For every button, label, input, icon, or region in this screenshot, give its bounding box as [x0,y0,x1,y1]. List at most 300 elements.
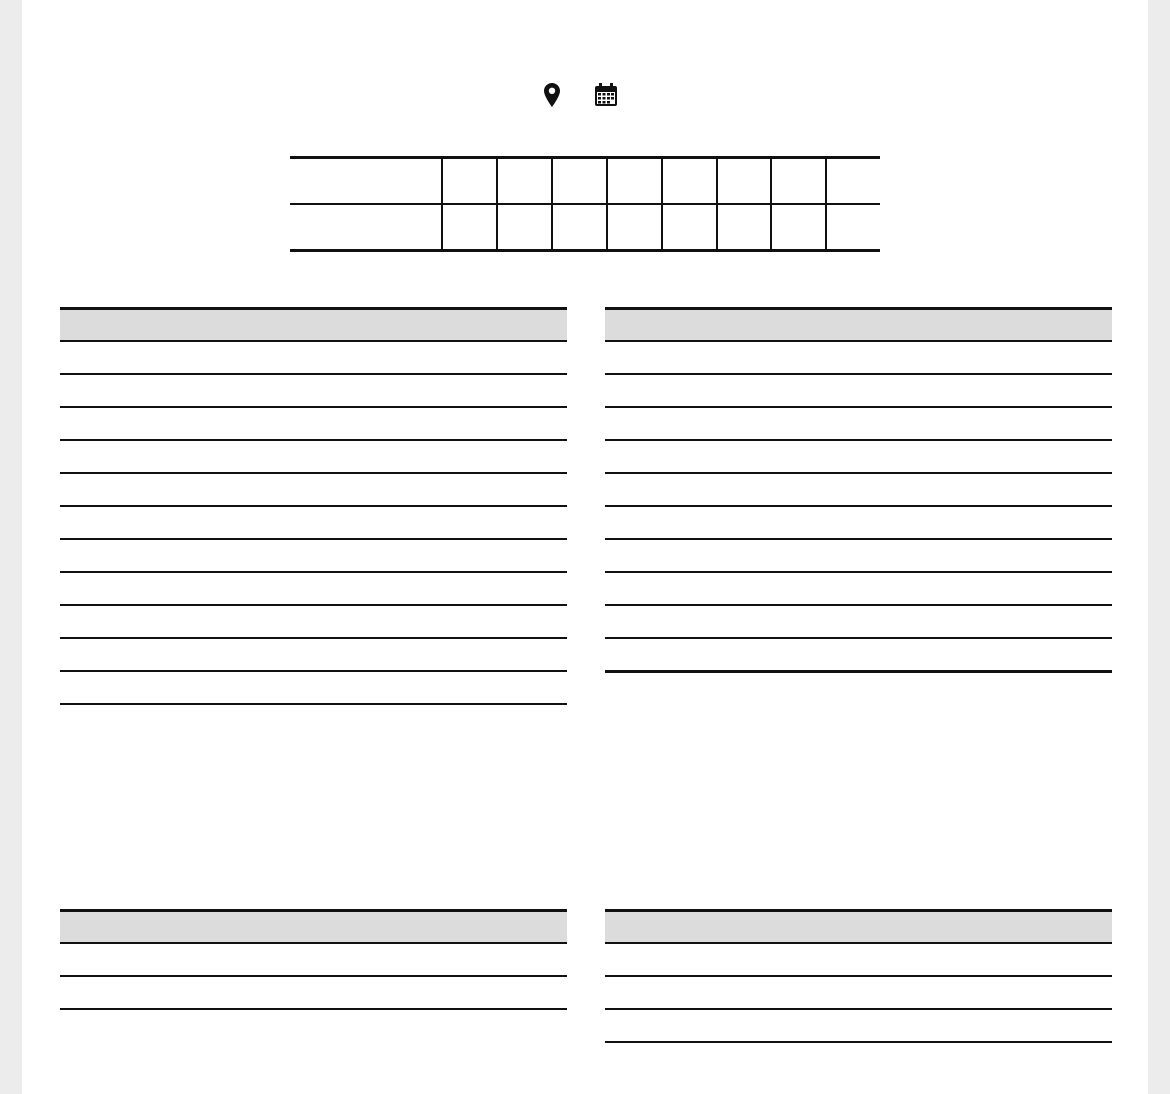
player-name [605,943,741,976]
player-row [60,943,567,976]
totals-cell [305,704,357,736]
stat-cell [358,605,410,638]
totals-cell [358,704,410,736]
player-name [605,407,798,440]
player-name [60,407,253,440]
stat-cell [462,605,514,638]
stat-cell [461,976,514,1009]
totals-label [60,704,253,736]
player-row [605,506,1112,539]
player-row [605,473,1112,506]
stat-cell [798,572,850,605]
line-score-row [290,203,880,249]
stat-cell [358,341,410,374]
stat-cell [741,1009,794,1042]
stat-cell [1059,943,1112,976]
stat-cell [305,506,357,539]
line-score-cell [716,205,771,249]
stat-cell [410,407,462,440]
stat-cell [249,943,302,976]
stat-cell [955,572,1007,605]
player-name [605,638,798,672]
stat-cell [253,506,305,539]
totals-label [605,672,798,705]
stat-cell [462,506,514,539]
stat-cell [903,440,955,473]
stat-cell [462,407,514,440]
player-name [60,976,196,1009]
player-name [60,506,253,539]
totals-cell [900,1042,953,1074]
player-row [605,638,1112,672]
totals-cell [515,704,567,736]
stat-cell [1060,638,1112,672]
stat-cell [305,374,357,407]
player-name [605,341,798,374]
stat-cell [305,539,357,572]
stat-cell [850,638,902,672]
stat-cell [955,407,1007,440]
stat-cell [515,506,567,539]
stat-cell [514,943,567,976]
stat-cell [798,638,850,672]
batting-table-home [60,307,567,736]
stat-cell [900,976,953,1009]
player-row [605,374,1112,407]
stat-cell [1007,407,1059,440]
stat-cell [305,473,357,506]
line-score-cell [661,159,716,203]
stat-cell [408,943,461,976]
stat-column-header [249,911,302,944]
player-row [60,671,567,704]
stat-cell [355,976,408,1009]
player-name [60,539,253,572]
line-score-table [290,156,880,252]
stat-cell [410,506,462,539]
stat-cell [410,539,462,572]
stat-column-header [408,911,461,944]
totals-label [605,1042,741,1074]
stat-cell [358,374,410,407]
totals-cell [794,1042,847,1074]
player-row [60,605,567,638]
totals-cell [850,672,902,705]
totals-cell [462,704,514,736]
player-row [60,506,567,539]
line-score-cell [606,159,661,203]
totals-row [605,1042,1112,1074]
stat-cell [850,572,902,605]
totals-row [60,704,567,736]
stat-header-row [605,911,1112,944]
stat-column-header [953,911,1006,944]
stat-cell [462,341,514,374]
stat-cell [900,1009,953,1042]
player-row [605,572,1112,605]
line-score-cell [441,205,496,249]
stat-column-header [955,309,1007,342]
player-name [605,473,798,506]
stat-cell [302,943,355,976]
stat-column-header [1006,911,1059,944]
stat-header-row [60,911,567,944]
stat-cell [358,440,410,473]
stat-cell [1006,976,1059,1009]
player-row [605,1009,1112,1042]
pitching-table-home [60,909,567,1041]
stat-cell [798,539,850,572]
stat-cell [903,407,955,440]
stat-cell [515,407,567,440]
stat-cell [515,341,567,374]
line-score-cell [661,205,716,249]
stat-cell [1006,1009,1059,1042]
totals-cell [408,1009,461,1041]
box-score-page [22,0,1148,1094]
line-score-row [290,159,880,203]
stat-cell [196,943,249,976]
stat-cell [253,473,305,506]
stat-cell [410,671,462,704]
stat-cell [847,976,900,1009]
stat-cell [955,638,1007,672]
stat-column-header [903,309,955,342]
stat-cell [850,473,902,506]
stat-column-header [305,309,357,342]
stat-cell [955,374,1007,407]
stat-cell [515,638,567,671]
stat-column-header [1059,911,1112,944]
stat-cell [462,539,514,572]
stat-header-row [605,309,1112,342]
player-name [60,374,253,407]
stat-column-header [794,911,847,944]
stat-cell [305,440,357,473]
stat-cell [1060,440,1112,473]
stat-column-header [850,309,902,342]
line-score [290,124,880,252]
stat-cell [515,374,567,407]
player-row [60,572,567,605]
stat-cell [1060,572,1112,605]
stat-cell [1059,1009,1112,1042]
team-column-header [60,309,253,342]
stat-cell [955,605,1007,638]
stat-cell [798,605,850,638]
stat-cell [1060,407,1112,440]
player-name [605,539,798,572]
stat-cell [903,605,955,638]
totals-cell [302,1009,355,1041]
totals-cell [253,704,305,736]
totals-cell [249,1009,302,1041]
stat-cell [253,605,305,638]
stat-cell [955,539,1007,572]
stat-cell [953,976,1006,1009]
player-row [605,976,1112,1009]
stat-cell [794,976,847,1009]
stat-cell [903,539,955,572]
player-row [605,407,1112,440]
stat-cell [847,943,900,976]
stat-cell [798,374,850,407]
totals-cell [953,1042,1006,1074]
matchup-title [22,24,1148,72]
stat-cell [253,374,305,407]
stat-cell [410,638,462,671]
stat-cell [253,638,305,671]
stat-cell [358,638,410,671]
player-name [60,943,196,976]
stat-cell [1007,473,1059,506]
stat-cell [355,943,408,976]
stat-cell [358,473,410,506]
player-row [60,473,567,506]
stat-cell [903,374,955,407]
stat-cell [850,605,902,638]
stat-cell [253,539,305,572]
player-name [605,605,798,638]
game-header [22,24,1148,115]
stat-cell [794,943,847,976]
stat-cell [794,1009,847,1042]
player-row [605,539,1112,572]
totals-cell [847,1042,900,1074]
stat-cell [514,976,567,1009]
stat-cell [515,605,567,638]
stat-cell [305,341,357,374]
stat-cell [1060,341,1112,374]
stat-cell [515,671,567,704]
player-row [605,440,1112,473]
line-score-cell [551,159,606,203]
stat-cell [358,572,410,605]
stat-cell [900,943,953,976]
stat-column-header [900,911,953,944]
stat-cell [953,943,1006,976]
stat-cell [305,605,357,638]
stat-column-header [253,309,305,342]
stat-cell [1007,341,1059,374]
player-row [60,440,567,473]
stat-cell [847,1009,900,1042]
stat-cell [305,671,357,704]
stat-cell [1007,506,1059,539]
stat-cell [253,572,305,605]
stat-cell [798,407,850,440]
line-score-cell [551,205,606,249]
stat-cell [515,473,567,506]
stat-column-header [410,309,462,342]
line-score-cell [496,205,551,249]
player-name [605,976,741,1009]
line-score-cell [441,159,496,203]
totals-cell [798,672,850,705]
stat-column-header [358,309,410,342]
player-row [60,407,567,440]
stat-cell [953,1009,1006,1042]
stat-cell [462,671,514,704]
team-column-header [605,911,741,944]
stat-cell [798,506,850,539]
stat-cell [1007,374,1059,407]
stat-cell [1007,638,1059,672]
calendar-icon [594,83,618,115]
stat-cell [253,440,305,473]
map-pin-icon [544,83,560,115]
stat-cell [903,638,955,672]
totals-cell [196,1009,249,1041]
stat-column-header [461,911,514,944]
player-name [60,341,253,374]
stat-column-header [1060,309,1112,342]
stat-cell [462,374,514,407]
totals-cell [461,1009,514,1041]
stat-cell [850,341,902,374]
stat-column-header [514,911,567,944]
stat-cell [798,440,850,473]
player-row [60,341,567,374]
stat-cell [741,943,794,976]
stat-cell [249,976,302,1009]
player-name [60,572,253,605]
stat-cell [850,440,902,473]
player-name [605,374,798,407]
pitching-table-away [605,909,1112,1074]
stat-cell [253,407,305,440]
player-row [605,943,1112,976]
stat-cell [1059,976,1112,1009]
stat-header-row [60,309,567,342]
stat-cell [253,341,305,374]
stat-cell [1006,943,1059,976]
stat-cell [955,506,1007,539]
stat-cell [850,506,902,539]
stat-cell [305,572,357,605]
player-name [60,605,253,638]
stat-column-header [196,911,249,944]
stat-cell [850,407,902,440]
line-score-cell [496,159,551,203]
player-row [60,539,567,572]
stat-cell [358,671,410,704]
player-row [605,341,1112,374]
stat-cell [1060,473,1112,506]
line-score-cell [825,159,880,203]
stat-cell [462,572,514,605]
stat-cell [462,440,514,473]
team-column-header [605,309,798,342]
stat-column-header [515,309,567,342]
line-score-cell [770,159,825,203]
player-row [60,374,567,407]
stat-cell [903,506,955,539]
stat-cell [305,407,357,440]
stat-cell [410,605,462,638]
stat-cell [1060,605,1112,638]
stat-cell [741,976,794,1009]
totals-cell [410,704,462,736]
stat-cell [955,440,1007,473]
team-column-header [60,911,196,944]
stat-cell [302,976,355,1009]
line-score-cell [606,205,661,249]
player-name [60,638,253,671]
stat-cell [461,943,514,976]
stat-cell [903,473,955,506]
line-score-cell [716,159,771,203]
stat-cell [798,341,850,374]
stat-cell [1060,374,1112,407]
game-meta [22,80,1148,115]
totals-cell [903,672,955,705]
totals-cell [514,1009,567,1041]
totals-cell [1060,672,1112,705]
totals-cell [955,672,1007,705]
stat-cell [410,374,462,407]
stat-cell [903,341,955,374]
totals-cell [1007,672,1059,705]
totals-cell [741,1042,794,1074]
stat-cell [408,976,461,1009]
stat-cell [1060,539,1112,572]
totals-cell [1059,1042,1112,1074]
stat-column-header [847,911,900,944]
stat-column-header [741,911,794,944]
stat-cell [462,473,514,506]
totals-cell [355,1009,408,1041]
line-score-cell [770,205,825,249]
player-row [60,638,567,671]
player-name [60,440,253,473]
stat-column-header [1007,309,1059,342]
stat-cell [515,539,567,572]
stat-cell [1060,506,1112,539]
stat-cell [798,473,850,506]
player-row [60,976,567,1009]
stat-cell [410,440,462,473]
stat-cell [1007,572,1059,605]
stat-cell [955,341,1007,374]
stat-cell [903,572,955,605]
line-score-header [290,124,880,156]
stat-cell [196,976,249,1009]
player-name [605,572,798,605]
stat-cell [358,539,410,572]
stat-column-header [302,911,355,944]
stat-column-header [798,309,850,342]
stat-cell [955,473,1007,506]
player-name [60,671,253,704]
totals-row [60,1009,567,1041]
stat-cell [358,407,410,440]
stat-cell [410,572,462,605]
stat-cell [515,572,567,605]
stat-cell [850,539,902,572]
stat-cell [410,341,462,374]
stat-cell [305,638,357,671]
line-score-cell [825,205,880,249]
stat-cell [462,638,514,671]
player-name [605,440,798,473]
stat-cell [1007,539,1059,572]
player-row [605,605,1112,638]
stat-cell [1007,605,1059,638]
batting-table-away [605,307,1112,704]
totals-row [605,672,1112,705]
player-name [605,1009,741,1042]
